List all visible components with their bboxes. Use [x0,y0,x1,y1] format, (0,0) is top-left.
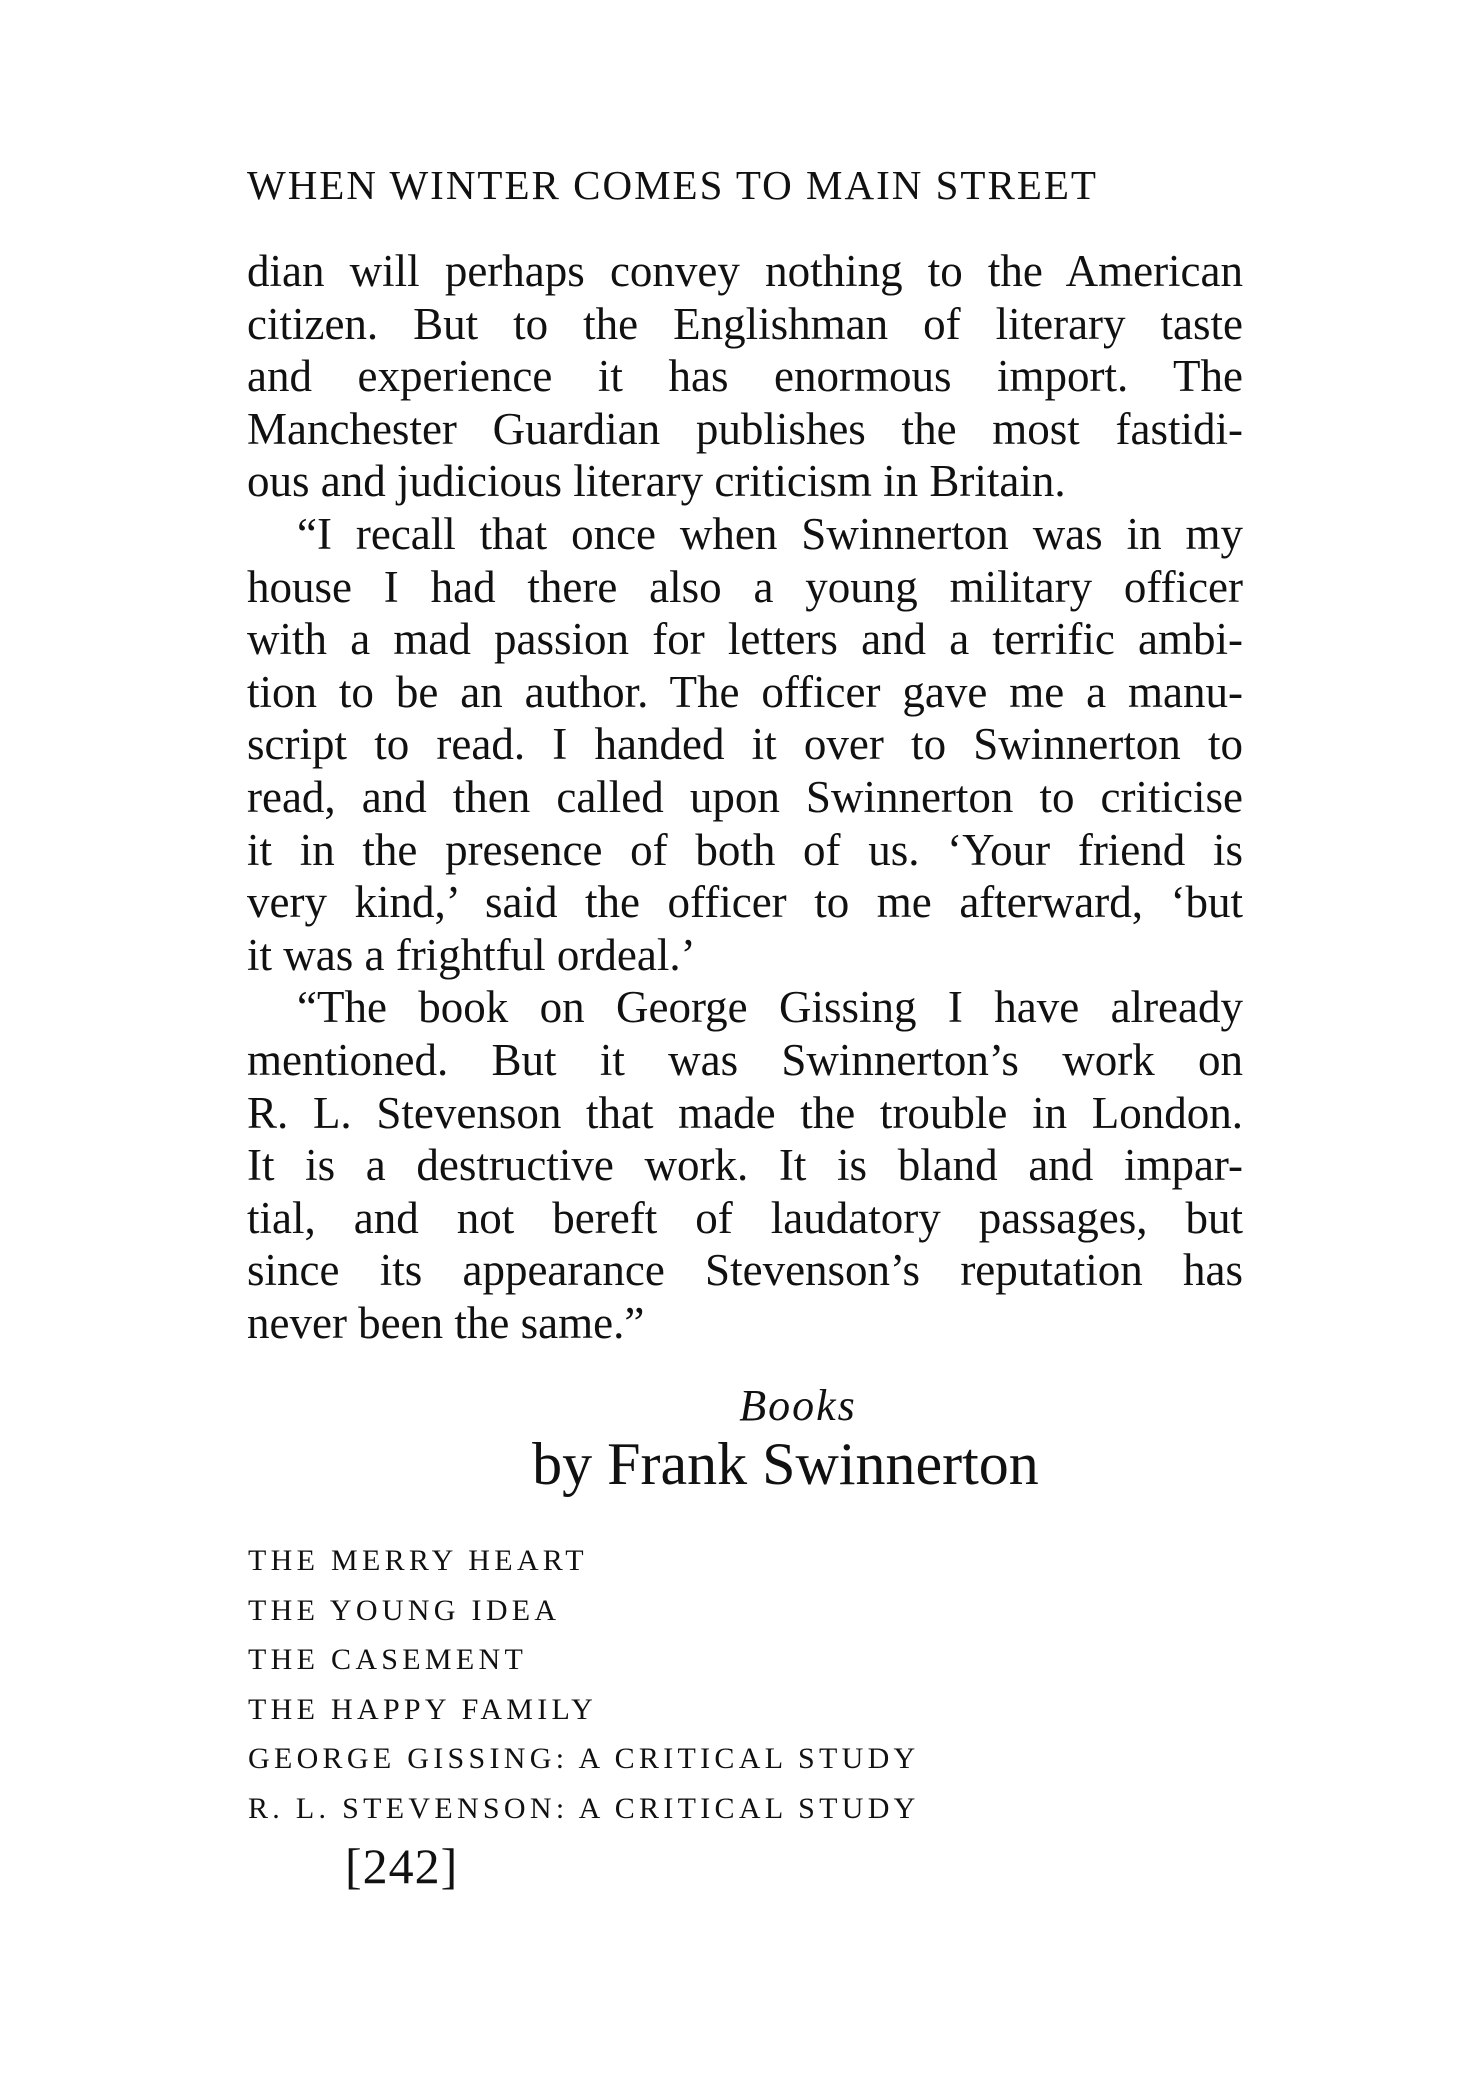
text-line: and experience it has enormous import. The [247,351,1243,402]
text-line: since its appearance Stevenson’s reputation has [247,1245,1243,1296]
book-title: THE HAPPY FAMILY [248,1692,598,1726]
text-line: with a mad passion for letters and a terrific ambi- [247,614,1243,665]
running-head: WHEN WINTER COMES TO MAIN STREET [247,162,1098,208]
text-line: it in the presence of both of us. ‘Your friend is [247,824,1243,875]
book-list [248,1536,920,1833]
text-line: it was a frightful ordeal.’ [247,929,696,980]
text-line: R. L. Stevenson that made the trouble in London. [247,1087,1243,1138]
book-title: THE CASEMENT [248,1643,528,1676]
text-line: citizen. But to the Englishman of literary taste [247,298,1243,349]
text-line: ous and judicious literary criticism in Britain. [247,456,1066,507]
text-line: house I had there also a young military officer [247,561,1243,612]
paragraph-2 [247,508,1243,981]
book-title: THE YOUNG IDEA [248,1593,561,1627]
paragraph-3 [247,981,1243,1349]
body-text [247,245,1243,1349]
page-number: [242] [345,1838,459,1894]
text-line: very kind,’ said the officer to me afterward, ‘but [247,877,1243,928]
text-line: “I recall that once when Swinnerton was in my [297,508,1243,559]
text-line: tial, and not bereft of laudatory passages, but [247,1192,1243,1243]
text-line: “The book on George Gissing I have already [297,982,1243,1033]
text-line: script to read. I handed it over to Swinnerton to [247,719,1243,770]
books-heading: Books [739,1381,857,1430]
text-line: Manchester Guardian publishes the most fastidi- [247,403,1243,454]
text-line: dian will perhaps convey nothing to the American [247,246,1243,296]
book-title: THE MERRY HEART [248,1544,588,1577]
text-line: mentioned. But it was Swinnerton’s work on [247,1034,1243,1085]
text-line: It is a destructive work. It is bland and impar- [247,1140,1243,1191]
book-title: R. L. STEVENSON: A CRITICAL STUDY [248,1791,920,1825]
text-line: tion to be an author. The officer gave me a manu- [247,666,1243,717]
text-line: read, and then called upon Swinnerton to criticise [247,771,1243,822]
book-title: GEORGE GISSING: A CRITICAL STUDY [248,1742,920,1775]
books-author-heading: by Frank Swinnerton [532,1431,1039,1497]
text-line: never been the same.” [247,1297,645,1348]
paragraph-1 [247,245,1243,508]
